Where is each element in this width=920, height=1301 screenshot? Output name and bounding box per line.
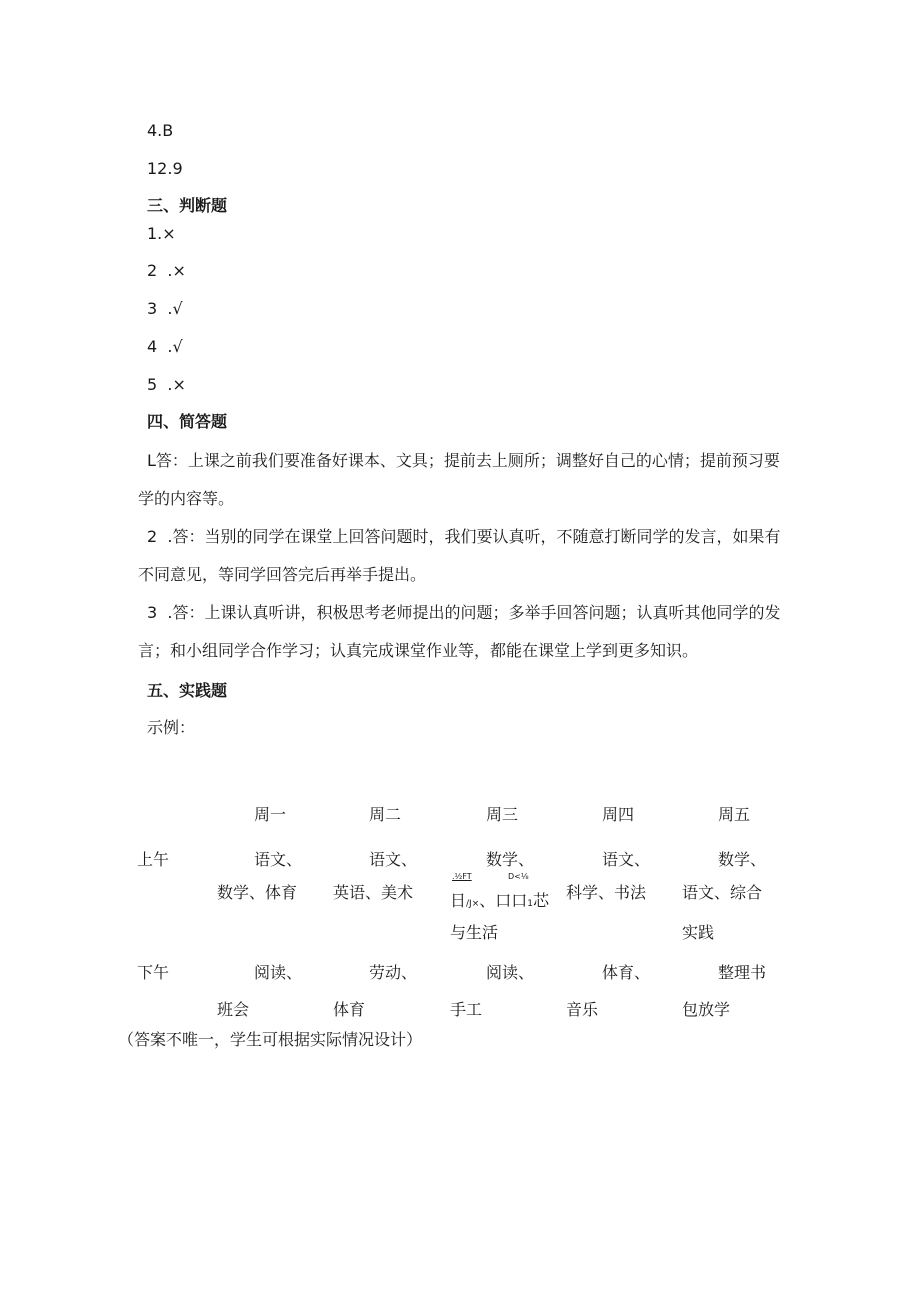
wed-pm-line1: 阅读、: [486, 963, 535, 982]
short-answer-2: 2 .答：当别的同学在课堂上回答问题时，我们要认真听，不随意打断同学的发言，如果有不同意见，等同学回答完后再举手提出。: [138, 527, 781, 584]
wed-am-garbled-a: .½FT: [452, 872, 472, 881]
thu-am-line2: 科学、书法: [566, 883, 647, 902]
mon-am-line1: 语文、: [254, 850, 303, 869]
wed-pm-line2: 手工: [450, 1000, 483, 1019]
wed-am-line1: 数学、: [486, 850, 535, 869]
judge-item-3: 3 .√: [147, 299, 183, 318]
wed-am-garbled-b: D<⅛: [508, 872, 529, 881]
judge-item-5: 5 .×: [147, 375, 186, 394]
section3-heading: 三、判断题: [147, 196, 228, 215]
day-mon: 周一: [254, 805, 287, 824]
mon-am-line2: 数学、体育: [217, 883, 298, 902]
mon-pm-line2: 班会: [217, 1000, 250, 1019]
tue-am-line1: 语文、: [369, 850, 418, 869]
short-answer-1: L答：上课之前我们要准备好课本、文具；提前去上厕所；调整好自己的心情；提前预习要学的内容等。: [138, 451, 780, 508]
fri-pm-line2: 包放学: [682, 1000, 731, 1019]
judge-item-1: 1.×: [147, 224, 176, 243]
day-fri: 周五: [718, 805, 751, 824]
tue-pm-line2: 体育: [333, 1000, 366, 1019]
fri-am-line1: 数学、: [718, 850, 767, 869]
fri-am-line2: 语文、综合: [682, 883, 763, 902]
wed-am-line2: 日/J×、口口1芯: [450, 891, 550, 910]
afternoon-label: 下午: [137, 963, 170, 982]
fri-am-line3: 实践: [682, 923, 715, 942]
tue-am-line2: 英语、美术: [333, 883, 414, 902]
thu-pm-line1: 体育、: [602, 963, 651, 982]
answer-12: 12.9: [147, 159, 183, 178]
answer-note: （答案不唯一，学生可根据实际情况设计）: [118, 1030, 423, 1049]
day-tue: 周二: [369, 805, 402, 824]
answer-4: 4.B: [147, 121, 174, 140]
section5-heading: 五、实践题: [147, 681, 228, 700]
tue-pm-line1: 劳动、: [369, 963, 418, 982]
day-thu: 周四: [602, 805, 635, 824]
section4-heading: 四、简答题: [147, 412, 228, 431]
short-answer-3: 3 .答：上课认真听讲，积极思考老师提出的问题；多举手回答问题；认真听其他同学的发言；和小组同学合作学习；认真完成课堂作业等，都能在课堂上学到更多知识。: [138, 603, 781, 660]
morning-label: 上午: [137, 850, 170, 869]
judge-item-4: 4 .√: [147, 337, 183, 356]
fri-pm-line1: 整理书: [718, 963, 767, 982]
wed-am-line3: 与生活: [450, 923, 499, 942]
example-label: 示例：: [147, 718, 196, 737]
judge-item-2: 2 .×: [147, 261, 186, 280]
day-wed: 周三: [486, 805, 519, 824]
thu-am-line1: 语文、: [602, 850, 651, 869]
mon-pm-line1: 阅读、: [254, 963, 303, 982]
thu-pm-line2: 音乐: [566, 1000, 599, 1019]
